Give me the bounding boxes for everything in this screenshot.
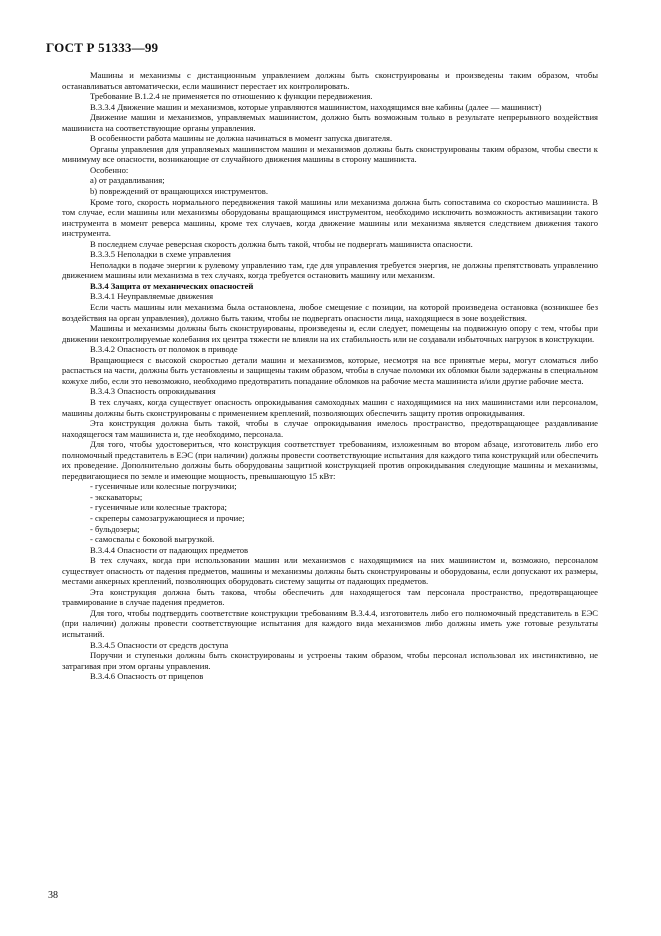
section-heading: В.3.4.2 Опасность от поломок в приводе xyxy=(90,344,238,355)
paragraph: Для того, чтобы удостовериться, что конструкция соответствует требованиям, изложенным во втором абзаце, изготовитель либо его полномочный представитель в ЕЭС (при наличии) должны провести соответствующие испытания для каждого типа конструкций или обеспечить их проведение. Дополнительно должны быть оборудованы защитной конструкцией против опрокидывания следующие машины и механизмы, передвигающиеся по земле и имеющие мощность, превышающую 15 кВт: xyxy=(62,439,598,481)
section-heading: В.3.4.5 Опасности от средств доступа xyxy=(90,639,229,650)
list-item: - экскаваторы; xyxy=(90,491,143,502)
document-body xyxy=(62,70,598,682)
list-item: а) от раздавливания; xyxy=(90,175,165,186)
paragraph: Эта конструкция должна быть такова, чтобы обеспечить для находящегося там персонала пространство, предотвращающее травмирование в случае падения предметов. xyxy=(62,586,598,608)
list-item: - гусеничные или колесные трактора; xyxy=(90,502,227,513)
paragraph: В особенности работа машины не должна начинаться в момент запуска двигателя. xyxy=(90,133,393,144)
paragraph: Кроме того, скорость нормального передвижения такой машины или механизма должна быть сопоставима со скоростью машиниста. В том случае, если машины или механизмы оборудованы вращающимся инструментом, необходимо исключить возможность активизации такого инструмента в момент реверса машины, кроме тех случаев, когда движение машины или механизма является следствием движения такого инструмента. xyxy=(62,196,598,239)
paragraph: Вращающиеся с высокой скоростью детали машин и механизмов, которые, несмотря на все принятые меры, могут сломаться либо распасться на части, должны быть установлены и защищены таким образом, чтобы в случае поломки их обломки были задержаны в специальном кожухе либо, если это невозможно, необходимо предотвратить попадание обломков на рабочие места машиниста и/или другие рабочие места. xyxy=(62,354,598,386)
paragraph: В последнем случае реверсная скорость должна быть такой, чтобы не подвергать машиниста опасности. xyxy=(90,238,473,249)
section-heading: В.3.4.1 Неуправляемые движения xyxy=(90,291,214,302)
paragraph: Движение машин и механизмов, управляемых машинистом, должно быть возможным только в результате непрерывного воздействия машиниста на соответствующие органы управления. xyxy=(62,112,598,133)
paragraph: Органы управления для управляемых машинистом машин и механизмов должны быть сконструированы таким образом, чтобы свести к минимуму все опасности, возникающие от случайного движения машины в сторону машиниста. xyxy=(62,143,598,165)
section-heading: В.3.4.6 Опасность от прицепов xyxy=(90,671,204,682)
paragraph: Если часть машины или механизма была остановлена, любое смещение с позиции, на которой произведена остановка (возникшее без воздействия на орган управления), должно быть таким, чтобы не подвергать опасности лица, находящиеся в зоне воздействия. xyxy=(62,302,598,323)
paragraph: В тех случаях, когда при использовании машин или механизмов с находящимися на них машинистом и, возможно, персоналом существует опасность от падения предметов, машины и механизмы должны быть сконструированы и оборудованы, если допускают их размеры, местами анкерных креплений, позволяющих оборудовать систему защиты от падающих предметов. xyxy=(62,555,598,587)
section-heading: В.3.3.4 Движение машин и механизмов, которые управляются машинистом, находящимся вне кабины (далее — машинист) xyxy=(90,101,542,112)
paragraph: В тех случаях, когда существует опасность опрокидывания самоходных машин с находящимися на них машинистами или персоналом, машины должны быть сконструированы с применением креплений, позволяющих обеспечить защиту против опрокидывания. xyxy=(62,396,598,418)
section-heading: В.3.3.5 Неполадки в схеме управления xyxy=(90,249,231,260)
list-item: b) повреждений от вращающихся инструментов. xyxy=(90,186,268,197)
document-header: ГОСТ Р 51333—99 xyxy=(46,40,159,55)
paragraph: Неполадки в подаче энергии к рулевому управлению там, где для управления требуется энергия, не должны препятствовать управлению движением машины или механизма в тех случаях, когда требуется остановить машину или механизм. xyxy=(62,259,598,281)
list-item: - самосвалы с боковой выгрузкой. xyxy=(90,534,215,545)
section-heading: В.3.4.3 Опасность опрокидывания xyxy=(90,386,216,397)
paragraph: Требование В.1.2.4 не применяется по отношению к функции передвижения. xyxy=(90,91,373,102)
paragraph: Машины и механизмы должны быть сконструированы, произведены и, если следует, помещены на подвижную опору с тем, чтобы при движении неконтролируемые колебания их центра тяжести не влияли на их стабильность или не создавали избыточных нагрузок в конструкции. xyxy=(62,323,598,344)
paragraph: Эта конструкция должна быть такой, чтобы в случае опрокидывания имелось пространство, предотвращающее раздавливание находящегося там машиниста и, где необходимо, персонала. xyxy=(62,418,598,439)
paragraph: Машины и механизмы с дистанционным управлением должны быть сконструированы и произведены таким образом, чтобы останавливаться автоматически, если машинист перестает их контролировать. xyxy=(62,70,598,91)
list-item: - гусеничные или колесные погрузчики; xyxy=(90,481,237,492)
paragraph: Особенно: xyxy=(90,164,129,175)
list-item: - бульдозеры; xyxy=(90,523,140,534)
page-number: 38 xyxy=(48,890,58,901)
section-heading: В.3.4.4 Опасности от падающих предметов xyxy=(90,544,249,555)
paragraph: Для того, чтобы подтвердить соответствие конструкции требованиям В.3.4.4, изготовитель либо его полномочный представитель в ЕЭС (при наличии) должны провести соответствующие испытания для каждого вида механизмов либо должны иметь уже готовые результаты испытаний. xyxy=(62,607,598,639)
paragraph: Поручни и ступеньки должны быть сконструированы и устроены таким образом, чтобы персонал использовал их инстинктивно, не затрагивая при этом органы управления. xyxy=(62,650,598,671)
section-heading-bold: В.3.4 Защита от механических опасностей xyxy=(90,280,254,291)
list-item: - скреперы самозагружающиеся и прочие; xyxy=(90,512,245,523)
